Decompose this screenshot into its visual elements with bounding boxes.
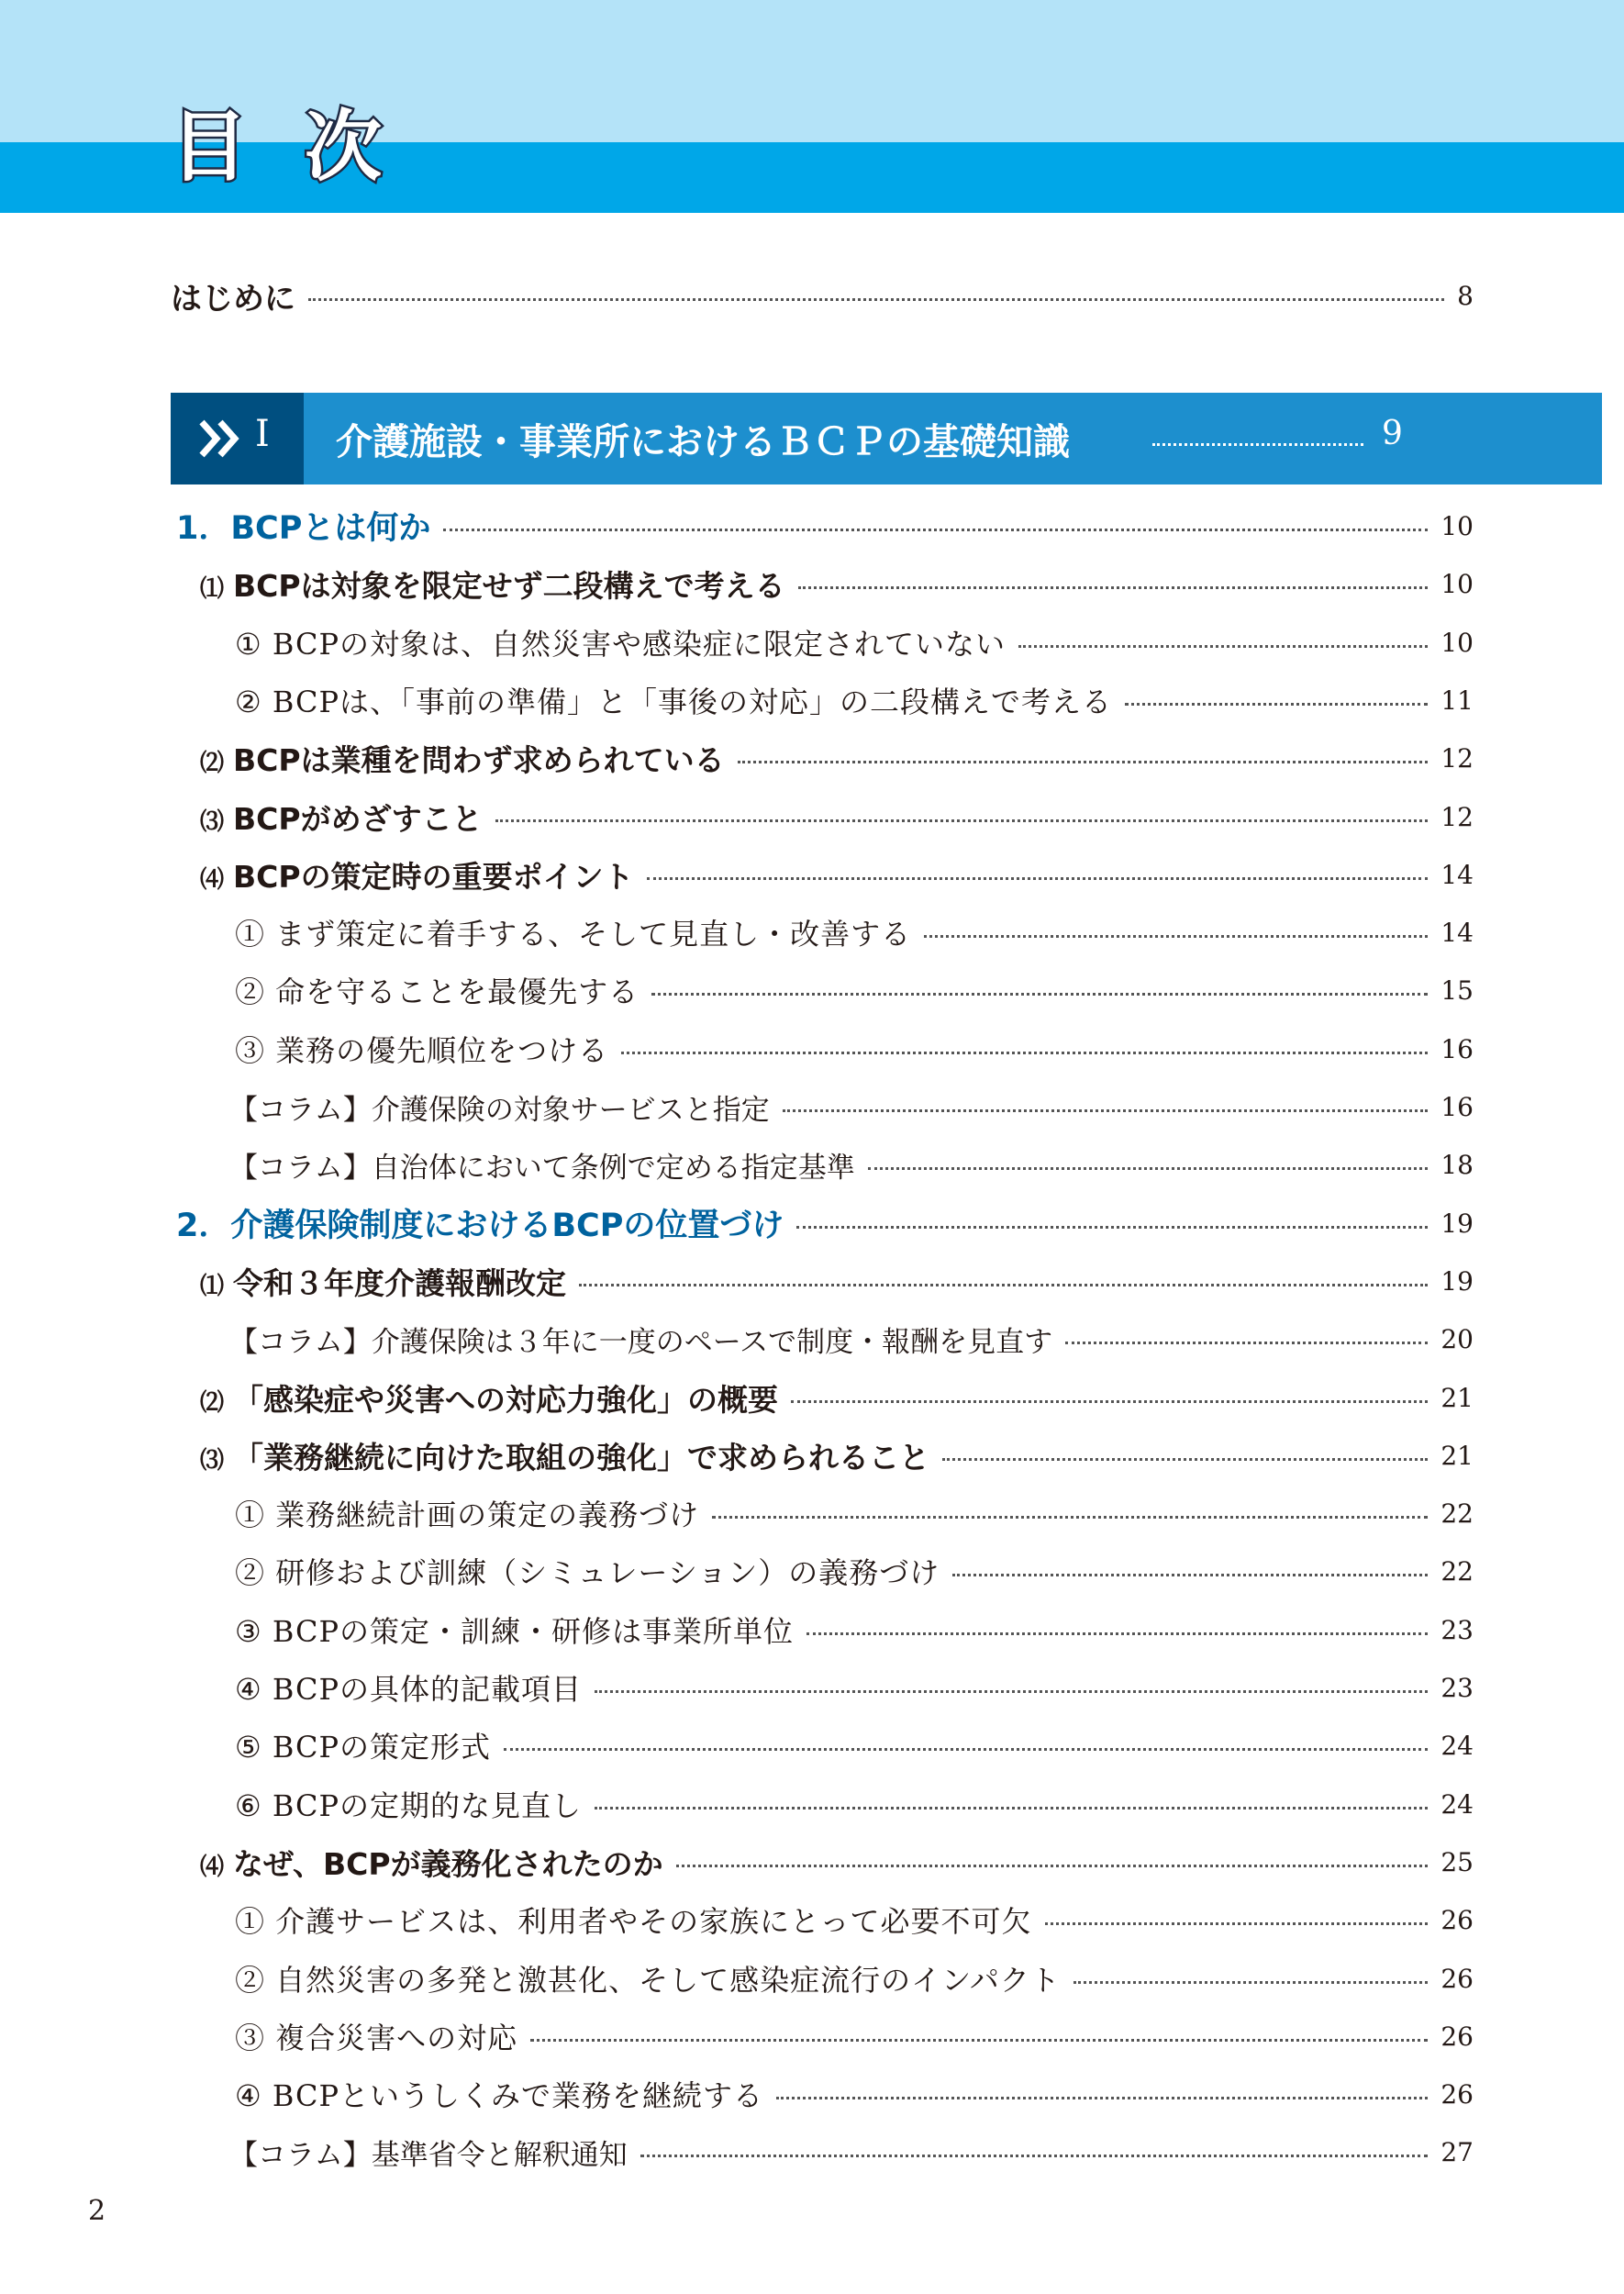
toc-entry-text: ② 自然災害の多発と激甚化、そして感染症流行のインパクト <box>235 1963 1061 1998</box>
toc-entry-text: ③ 業務の優先順位をつける <box>235 1033 609 1068</box>
dot-leader <box>798 586 1429 589</box>
dot-leader <box>1152 443 1363 446</box>
toc-entry-col[interactable] <box>229 1084 1474 1130</box>
toc-entry-number: ⑵ <box>200 749 225 777</box>
toc-entry-page: 26 <box>1440 1963 1474 1994</box>
toc-entry-item[interactable] <box>235 1665 1474 1710</box>
dot-leader <box>647 877 1429 880</box>
dot-leader <box>308 298 1444 301</box>
dot-leader <box>595 1690 1428 1693</box>
toc-entry-title <box>235 1957 1061 1999</box>
toc-entry-text: ③ BCPの策定・訓練・研修は事業所単位 <box>235 1614 794 1649</box>
toc-entry-text: ④ BCPというしくみで業務を継続する <box>235 2078 763 2113</box>
toc-entry-title <box>176 503 430 549</box>
toc-entry-title <box>235 911 911 953</box>
toc-entry-sub[interactable] <box>200 1839 1474 1885</box>
toc-entry-page: 23 <box>1440 1614 1474 1645</box>
toc-entry-item[interactable] <box>235 1026 1474 1072</box>
toc-entry-item[interactable] <box>235 1955 1474 2001</box>
toc-entry-text: なぜ、BCPが義務化されたのか <box>233 1845 663 1882</box>
chevron-right-icon <box>1418 393 1474 484</box>
toc-entry-title <box>235 2015 517 2057</box>
toc-entry-sec[interactable] <box>176 1200 1474 1246</box>
toc-entry-text: 【コラム】基準省令と解釈通知 <box>229 2138 628 2172</box>
toc-entry-number: ⑷ <box>200 865 225 894</box>
toc-entry-page: 14 <box>1440 859 1474 890</box>
toc-entry-page: 15 <box>1440 974 1474 1006</box>
toc-entry-text: 【コラム】自治体において条例で定める指定基準 <box>229 1151 855 1185</box>
toc-entry-number: ⑶ <box>200 1446 225 1475</box>
toc-entry-sub[interactable] <box>200 561 1474 607</box>
toc-entry-text: 「感染症や災害への対応力強化」の概要 <box>233 1381 779 1418</box>
dot-leader <box>676 1865 1429 1867</box>
toc-entry-page: 16 <box>1440 1091 1474 1122</box>
toc-entry-title <box>235 621 1006 663</box>
toc-entry-page: 19 <box>1440 1208 1474 1239</box>
toc-entry-page: 10 <box>1440 568 1474 599</box>
toc-entry-col[interactable] <box>229 2129 1474 2175</box>
toc-entry-page: 24 <box>1440 1788 1474 1820</box>
toc-entry-text: 「業務継続に向けた取組の強化」で求められること <box>233 1439 930 1476</box>
toc-entry-text: ⑥ BCPの定期的な見直し <box>235 1788 582 1823</box>
toc-entry-number: ⑶ <box>200 807 225 836</box>
toc-entry-page: 8 <box>1457 280 1474 311</box>
toc-entry-text: BCPは対象を限定せず二段構えで考える <box>233 567 785 604</box>
chapter-page: 9 <box>1382 415 1403 452</box>
toc-entry-title <box>200 562 785 606</box>
toc-entry-text: ④ BCPの具体的記載項目 <box>235 1672 582 1707</box>
toc-entry-item[interactable] <box>235 1781 1474 1827</box>
toc-entry-text: 令和３年度介護報酬改定 <box>233 1264 567 1301</box>
page-number: 2 <box>88 2195 106 2227</box>
dot-leader <box>806 1632 1428 1635</box>
dot-leader <box>1125 703 1428 706</box>
dot-leader <box>796 1226 1428 1229</box>
toc-entry-page: 14 <box>1440 917 1474 948</box>
toc-entry-sub[interactable] <box>200 1375 1474 1420</box>
dot-leader <box>942 1458 1428 1461</box>
toc-entry-title <box>176 1200 784 1246</box>
toc-entry-page: 12 <box>1440 742 1474 774</box>
toc-entry-text: ② 命を守ることを最優先する <box>235 974 640 1009</box>
toc-entry-page: 24 <box>1440 1730 1474 1761</box>
toc-entry-page: 12 <box>1440 801 1474 832</box>
chapter-banner[interactable] <box>171 393 1474 484</box>
toc-entry-title <box>200 1260 566 1303</box>
toc-entry-sub[interactable] <box>200 794 1474 840</box>
chapter-number: Ⅰ <box>255 413 270 455</box>
toc-entry-title <box>235 969 639 1011</box>
toc-entry-text: ② 研修および訓練（シミュレーション）の義務づけ <box>235 1555 940 1590</box>
toc-entry-page: 21 <box>1440 1382 1474 1413</box>
toc-entry-page: 22 <box>1440 1555 1474 1587</box>
toc-entry-page: 16 <box>1440 1033 1474 1064</box>
toc-entry-sub[interactable] <box>200 1258 1474 1304</box>
toc-entry-title <box>200 853 634 896</box>
dot-leader <box>530 2039 1428 2042</box>
dot-leader <box>738 761 1429 763</box>
toc-entry-text: ① 介護サービスは、利用者やその家族にとって必要不可欠 <box>235 1904 1032 1939</box>
dot-leader <box>868 1167 1429 1170</box>
dot-leader <box>712 1516 1428 1519</box>
toc-entry-title <box>235 1492 699 1534</box>
toc-entry-page: 20 <box>1440 1323 1474 1354</box>
dot-leader <box>443 529 1428 531</box>
toc-entry-item[interactable] <box>235 967 1474 1013</box>
toc-entry-page: 23 <box>1440 1672 1474 1703</box>
toc-entry-title: はじめに <box>171 280 295 317</box>
toc-entry-page: 26 <box>1440 1904 1474 1935</box>
toc-entry-text: ① まず策定に着手する、そして見直し・改善する <box>235 917 912 952</box>
toc-entry-title <box>235 1609 794 1651</box>
toc-entry-text: BCPがめざすこと <box>233 800 483 837</box>
double-chevron-icon <box>198 417 244 461</box>
toc-entry-text: ⑤ BCPの策定形式 <box>235 1730 491 1765</box>
toc-entry-title <box>235 1666 582 1709</box>
toc-entry-title <box>235 1783 582 1825</box>
toc-entry-col[interactable] <box>229 1316 1474 1362</box>
toc-entry-sub[interactable] <box>200 1432 1474 1478</box>
toc-entry-number: ⑷ <box>200 1853 225 1881</box>
toc-entry-page: 21 <box>1440 1440 1474 1471</box>
toc-entry-item[interactable] <box>235 2013 1474 2059</box>
toc-entry-item[interactable] <box>235 909 1474 955</box>
dot-leader <box>952 1574 1428 1576</box>
toc-entry-sub[interactable] <box>200 735 1474 781</box>
toc-entry-item[interactable] <box>235 677 1474 723</box>
toc-entry-title <box>229 1144 855 1186</box>
toc-entry-title <box>235 1724 491 1766</box>
dot-leader <box>783 1109 1429 1112</box>
toc-entry-intro[interactable] <box>171 273 1474 318</box>
toc-entry-title <box>200 1376 778 1420</box>
dot-leader <box>791 1400 1428 1403</box>
dot-leader <box>1065 1342 1428 1344</box>
toc-entry-page: 10 <box>1440 627 1474 658</box>
toc-entry-title <box>235 1028 608 1070</box>
toc-entry-text: ③ 複合災害への対応 <box>235 2021 518 2055</box>
dot-leader <box>1018 645 1428 648</box>
dot-leader <box>621 1052 1428 1054</box>
dot-leader <box>651 993 1428 996</box>
toc-entry-title <box>235 2073 763 2115</box>
toc-entry-title <box>200 1841 663 1884</box>
dot-leader <box>776 2097 1428 2099</box>
dot-leader <box>504 1748 1428 1751</box>
toc-entry-text: 【コラム】介護保険の対象サービスと指定 <box>229 1093 770 1127</box>
toc-entry-title <box>229 2132 628 2173</box>
toc-entry-item[interactable] <box>235 619 1474 665</box>
toc-entry-sec[interactable] <box>176 503 1474 549</box>
dot-leader <box>595 1807 1428 1810</box>
toc-entry-page: 26 <box>1440 2078 1474 2110</box>
toc-entry-col[interactable] <box>229 1141 1474 1187</box>
toc-entry-text: ① 業務継続計画の策定の義務づけ <box>235 1498 700 1532</box>
page-title: 目次 <box>171 102 439 192</box>
toc-entry-sub[interactable] <box>200 852 1474 897</box>
toc-entry-text: BCPの策定時の重要ポイント <box>233 858 634 895</box>
toc-entry-text: 【コラム】介護保険は３年に一度のペースで制度・報酬を見直す <box>229 1325 1053 1359</box>
dot-leader <box>579 1284 1428 1286</box>
toc-entry-item[interactable] <box>235 1897 1474 1943</box>
toc-entry-page: 27 <box>1440 2136 1474 2167</box>
toc-entry-title <box>200 796 483 839</box>
toc-entry-page: 10 <box>1440 510 1474 541</box>
toc-entry-title <box>200 1434 929 1477</box>
toc-entry-page: 11 <box>1440 685 1474 716</box>
toc-entry-text: ① BCPの対象は、自然災害や感染症に限定されていない <box>235 627 1006 662</box>
toc-entry-number: ⑵ <box>200 1388 225 1417</box>
toc-entry-number: ⑴ <box>200 1272 225 1300</box>
toc-entry-page: 19 <box>1440 1265 1474 1297</box>
chapter-title: 介護施設・事業所におけるＢＣＰの基礎知識 <box>336 421 1070 463</box>
toc-entry-title <box>235 679 1112 721</box>
toc-entry-item[interactable] <box>235 1607 1474 1653</box>
toc-entry-item[interactable] <box>235 1548 1474 1594</box>
toc-entry-page: 22 <box>1440 1498 1474 1529</box>
toc-entry-title <box>229 1319 1052 1360</box>
toc-entry-item[interactable] <box>235 1490 1474 1536</box>
toc-entry-number: ⑴ <box>200 574 225 603</box>
toc-entry-text: 2．介護保険制度におけるBCPの位置づけ <box>176 1208 784 1244</box>
dot-leader <box>1073 1981 1428 1984</box>
dot-leader <box>924 935 1428 938</box>
toc-entry-page: 18 <box>1440 1149 1474 1180</box>
dot-leader <box>495 819 1429 822</box>
toc-entry-title <box>235 1899 1032 1941</box>
dot-leader <box>1045 1922 1429 1925</box>
toc-entry-item[interactable] <box>235 1722 1474 1768</box>
toc-entry-page: 26 <box>1440 2021 1474 2052</box>
toc-entry-page: 25 <box>1440 1846 1474 1877</box>
toc-entry-title <box>229 1086 770 1128</box>
toc-entry-title <box>200 737 725 780</box>
toc-entry-text: 1．BCPとは何か <box>176 510 431 547</box>
toc-entry-text: ② BCPは、「事前の準備」と「事後の対応」の二段構えで考える <box>235 685 1112 719</box>
toc-entry-title <box>235 1550 940 1592</box>
dot-leader <box>640 2155 1429 2157</box>
toc-entry-item[interactable] <box>235 2071 1474 2117</box>
toc-entry-text: BCPは業種を問わず求められている <box>233 741 725 778</box>
